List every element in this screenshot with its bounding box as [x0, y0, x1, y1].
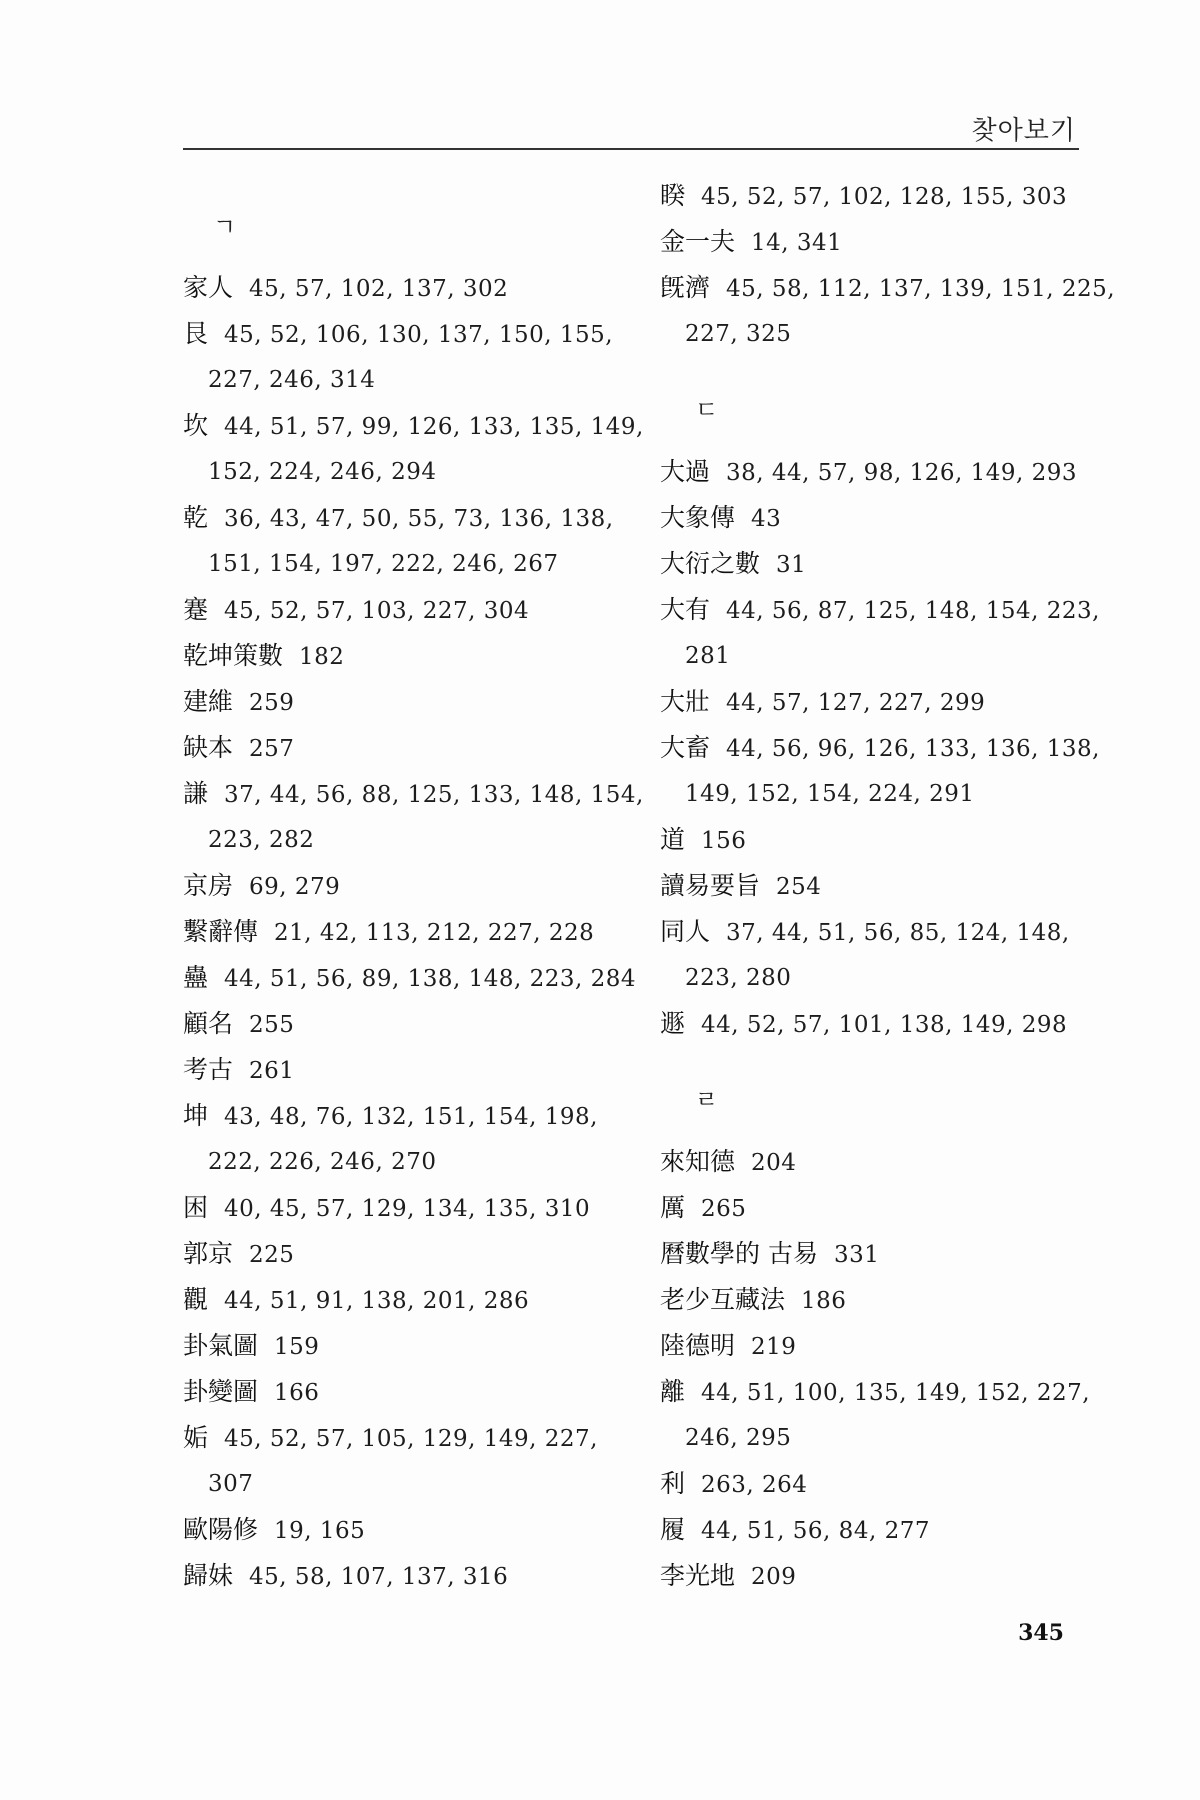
index-entry-continuation — [660, 955, 1090, 1001]
entry-pages: 44, 51, 56, 84, 277 — [701, 1518, 930, 1544]
index-entry — [660, 1185, 1090, 1232]
entry-pages: 265 — [701, 1196, 747, 1222]
entry-pages: 331 — [833, 1242, 880, 1268]
entry-term: 大壯 — [660, 687, 711, 716]
section-heading-giyeok: ㄱ — [213, 213, 237, 241]
index-entry — [183, 955, 637, 1002]
entry-term: 坤 — [183, 1101, 209, 1130]
entry-term: 履 — [660, 1515, 686, 1544]
entry-pages: 43, 48, 76, 132, 151, 154, 198, — [224, 1104, 598, 1130]
entry-pages: 45, 52, 57, 102, 128, 155, 303 — [701, 184, 1068, 210]
index-entry — [183, 1415, 633, 1462]
entry-pages: 40, 45, 57, 129, 134, 135, 310 — [224, 1196, 591, 1222]
index-entry — [183, 1231, 633, 1278]
entry-pages: 21, 42, 113, 212, 227, 228 — [274, 920, 595, 946]
entry-pages: 225 — [249, 1242, 295, 1268]
index-entry — [183, 1507, 633, 1554]
entry-term: 坎 — [183, 411, 209, 440]
index-entry — [660, 863, 1090, 910]
entry-pages: 186 — [801, 1288, 847, 1314]
index-entry — [660, 219, 1090, 266]
entry-pages: 31 — [776, 552, 807, 578]
entry-term: 考古 — [183, 1055, 234, 1084]
index-entry — [183, 587, 633, 634]
index-entry-continuation — [183, 449, 633, 495]
index-entry — [660, 1001, 1090, 1048]
index-entry — [660, 1507, 1090, 1554]
index-entry — [660, 1277, 1090, 1324]
entry-term: 卦變圖 — [183, 1377, 259, 1406]
entry-term: 困 — [183, 1193, 209, 1222]
entry-term: 大過 — [660, 457, 711, 486]
entry-term: 李光地 — [660, 1561, 736, 1590]
entry-pages: 261 — [249, 1058, 295, 1084]
index-entry-continuation — [660, 771, 1090, 817]
section-heading-digeut: ㄷ — [695, 396, 719, 424]
entry-term: 家人 — [183, 273, 234, 302]
index-entry — [660, 495, 1090, 542]
index-entry — [183, 909, 633, 956]
entry-pages: 45, 58, 112, 137, 139, 151, 225, — [726, 276, 1116, 302]
entry-term: 顧名 — [183, 1009, 234, 1038]
index-entry — [183, 1001, 633, 1048]
index-entry — [183, 1093, 633, 1140]
index-entry-continuation — [183, 1139, 633, 1185]
entry-term: 乾坤策數 — [183, 641, 284, 670]
index-entry — [183, 771, 644, 818]
entry-term: 謙 — [183, 779, 209, 808]
index-column-right — [660, 0, 1116, 1800]
entry-pages-continued: 149, 152, 154, 224, 291 — [685, 781, 975, 807]
entry-pages: 14, 341 — [751, 230, 843, 256]
index-entry — [183, 1047, 633, 1094]
index-entry — [183, 863, 633, 910]
index-column-left — [183, 0, 644, 1800]
index-entry-continuation — [660, 1415, 1090, 1461]
entry-pages: 44, 51, 56, 89, 138, 148, 223, 284 — [224, 966, 637, 992]
entry-pages: 209 — [751, 1564, 797, 1590]
index-entry — [183, 725, 633, 772]
entry-term: 姤 — [183, 1423, 209, 1452]
entry-term: 京房 — [183, 871, 234, 900]
entry-term: 卦氣圖 — [183, 1331, 259, 1360]
entry-term: 來知德 — [660, 1147, 736, 1176]
entry-term: 大有 — [660, 595, 711, 624]
index-entry-continuation — [660, 633, 1090, 679]
index-entry — [660, 679, 1090, 726]
entry-term: 陸德明 — [660, 1331, 736, 1360]
entry-term: 讀易要旨 — [660, 871, 761, 900]
index-entry — [660, 541, 1090, 588]
entry-term: 建維 — [183, 687, 234, 716]
running-head-title: 찾아보기 — [971, 116, 1076, 146]
entry-pages: 45, 58, 107, 137, 316 — [249, 1564, 509, 1590]
entry-term: 蹇 — [183, 595, 209, 624]
index-entry — [660, 1231, 1090, 1278]
index-entry-continuation — [183, 817, 633, 863]
index-entry — [183, 633, 633, 680]
index-entry — [183, 1323, 633, 1370]
entry-pages: 43 — [751, 506, 782, 532]
entry-term: 蠱 — [183, 963, 209, 992]
entry-pages-continued: 246, 295 — [685, 1425, 792, 1451]
entry-pages-continued: 222, 226, 246, 270 — [208, 1149, 437, 1175]
index-entry — [660, 1461, 1090, 1508]
index-entry — [660, 1323, 1090, 1370]
entry-pages-continued: 281 — [685, 643, 731, 669]
entry-pages: 45, 52, 106, 130, 137, 150, 155, — [224, 322, 614, 348]
entry-term: 同人 — [660, 917, 711, 946]
index-entry-continuation — [183, 541, 633, 587]
entry-pages-continued: 152, 224, 246, 294 — [208, 459, 437, 485]
entry-term: 大象傳 — [660, 503, 736, 532]
index-entry — [183, 1369, 633, 1416]
entry-term: 觀 — [183, 1285, 209, 1314]
index-entry — [660, 1139, 1090, 1186]
entry-term: 乾 — [183, 503, 209, 532]
entry-term: 厲 — [660, 1193, 686, 1222]
index-entry-continuation — [183, 357, 633, 403]
section-heading-rieul: ㄹ — [695, 1086, 719, 1114]
entry-pages: 44, 51, 91, 138, 201, 286 — [224, 1288, 530, 1314]
entry-term: 睽 — [660, 181, 686, 210]
entry-term: 金一夫 — [660, 227, 736, 256]
entry-pages: 44, 56, 96, 126, 133, 136, 138, — [726, 736, 1100, 762]
entry-term: 遯 — [660, 1009, 686, 1038]
index-entry — [183, 1277, 633, 1324]
entry-term: 旣濟 — [660, 273, 711, 302]
entry-pages: 259 — [249, 690, 295, 716]
index-entry — [183, 1185, 633, 1232]
index-entry — [183, 679, 633, 726]
index-entry — [183, 311, 633, 358]
index-entry — [660, 1369, 1090, 1416]
entry-term: 繫辭傳 — [183, 917, 259, 946]
entry-pages: 38, 44, 57, 98, 126, 149, 293 — [726, 460, 1078, 486]
entry-pages: 204 — [751, 1150, 797, 1176]
index-entry — [183, 403, 644, 450]
entry-pages: 37, 44, 51, 56, 85, 124, 148, — [726, 920, 1070, 946]
entry-term: 歸妹 — [183, 1561, 234, 1590]
entry-pages: 44, 57, 127, 227, 299 — [726, 690, 986, 716]
entry-pages: 44, 51, 100, 135, 149, 152, 227, — [701, 1380, 1091, 1406]
entry-pages: 44, 51, 57, 99, 126, 133, 135, 149, — [224, 414, 644, 440]
entry-term: 郭京 — [183, 1239, 234, 1268]
entry-pages: 69, 279 — [249, 874, 341, 900]
entry-pages: 45, 52, 57, 103, 227, 304 — [224, 598, 530, 624]
entry-pages: 44, 56, 87, 125, 148, 154, 223, — [726, 598, 1100, 624]
index-entry-continuation — [660, 311, 1090, 357]
entry-pages: 219 — [751, 1334, 797, 1360]
entry-pages: 263, 264 — [701, 1472, 808, 1498]
index-entry — [660, 817, 1090, 864]
entry-term: 道 — [660, 825, 686, 854]
entry-pages: 257 — [249, 736, 295, 762]
entry-pages: 44, 52, 57, 101, 138, 149, 298 — [701, 1012, 1068, 1038]
entry-term: 利 — [660, 1469, 686, 1498]
entry-term: 歐陽修 — [183, 1515, 259, 1544]
entry-pages: 159 — [274, 1334, 320, 1360]
entry-term: 大衍之數 — [660, 549, 761, 578]
index-entry — [183, 1553, 633, 1600]
entry-pages: 45, 52, 57, 105, 129, 149, 227, — [224, 1426, 598, 1452]
entry-term: 大畜 — [660, 733, 711, 762]
index-entry — [660, 587, 1100, 634]
index-entry — [660, 449, 1090, 496]
page-number: 345 — [1018, 1620, 1064, 1646]
entry-pages-continued: 307 — [208, 1471, 254, 1497]
entry-pages: 36, 43, 47, 50, 55, 73, 136, 138, — [224, 506, 614, 532]
index-entry — [660, 265, 1116, 312]
index-entry — [660, 909, 1090, 956]
entry-pages-continued: 223, 282 — [208, 827, 315, 853]
entry-term: 離 — [660, 1377, 686, 1406]
entry-pages: 45, 57, 102, 137, 302 — [249, 276, 509, 302]
entry-term: 缺本 — [183, 733, 234, 762]
entry-term: 曆數學的 古易 — [660, 1239, 818, 1268]
index-entry — [183, 265, 633, 312]
index-entry — [660, 725, 1100, 772]
entry-pages: 182 — [299, 644, 345, 670]
index-entry — [660, 1553, 1090, 1600]
entry-pages: 255 — [249, 1012, 295, 1038]
entry-pages: 254 — [776, 874, 822, 900]
entry-pages: 166 — [274, 1380, 320, 1406]
entry-pages-continued: 227, 325 — [685, 321, 792, 347]
index-entry-continuation — [183, 1461, 633, 1507]
entry-term: 艮 — [183, 319, 209, 348]
entry-pages-continued: 227, 246, 314 — [208, 367, 376, 393]
entry-pages-continued: 151, 154, 197, 222, 246, 267 — [208, 551, 559, 577]
entry-pages: 156 — [701, 828, 747, 854]
index-entry — [660, 173, 1090, 220]
entry-pages-continued: 223, 280 — [685, 965, 792, 991]
entry-term: 老少互藏法 — [660, 1285, 786, 1314]
entry-pages: 37, 44, 56, 88, 125, 133, 148, 154, — [224, 782, 644, 808]
index-entry — [183, 495, 633, 542]
entry-pages: 19, 165 — [274, 1518, 366, 1544]
